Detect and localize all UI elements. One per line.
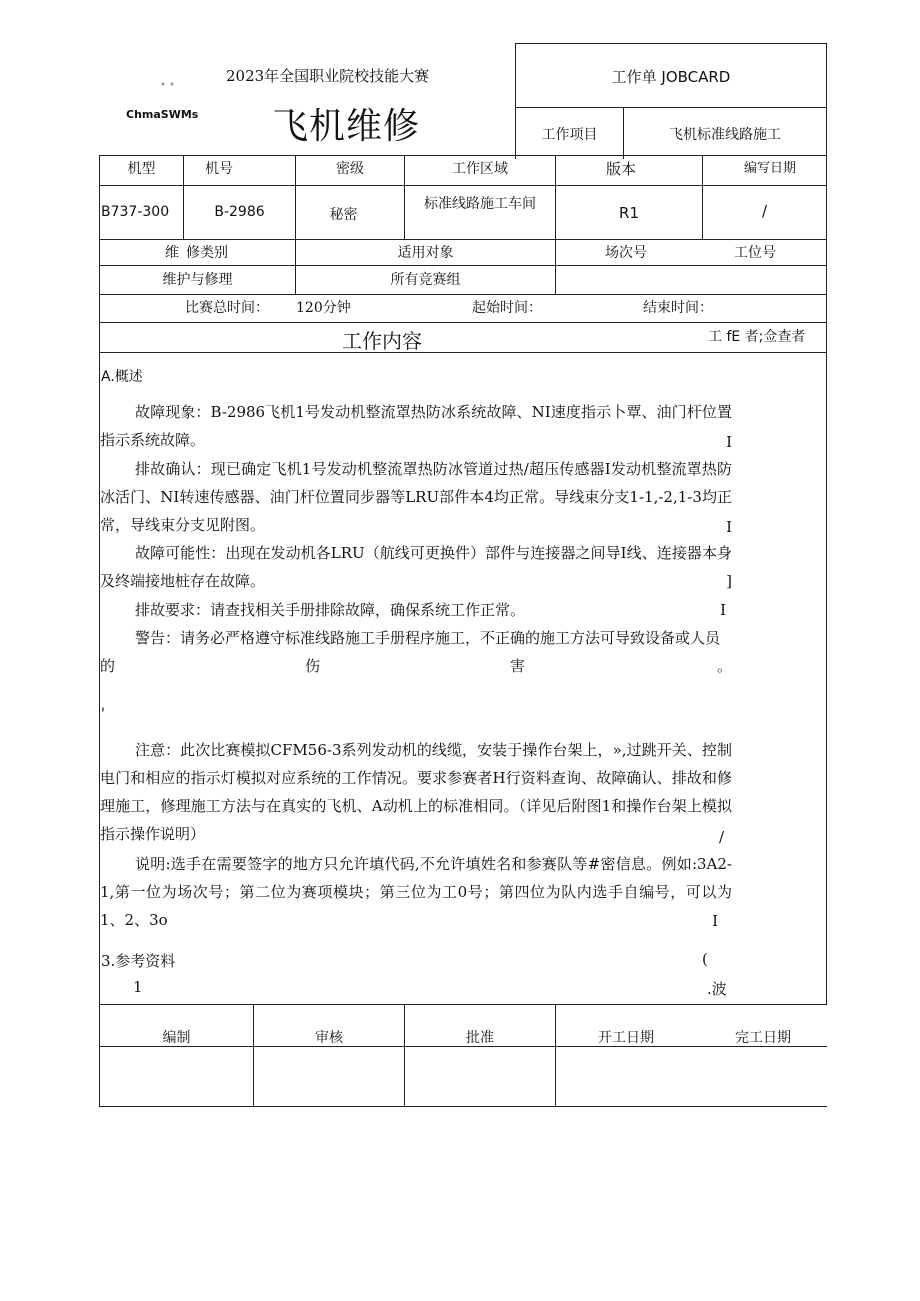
paragraph-notice: 注意：此次比赛模拟CFM56-3系列发动机的线缆，安装于操作台架上，»,过跳开关、控制电门和相应的指示灯模拟对应系统的工作情况。要求参赛者H行资料查询、故障确认、排故和修理施工，修理施工方法与在真实的飞机、A动机上的标准相同。（详见后附图1和操作台架上模拟指示操作说明） / [100,741,732,846]
header-secrecy: 密级 [336,161,364,177]
paragraph-troubleshoot-confirm: 排故确认：现已确定飞机1号发动机整流罩热防冰管道过热/超压传感器I发动机整流罩热防冰活门、NI转速传感器、油门杆位置同步器等LRU部件本4均正常。导线束分支1-1,-2,1-3均正常，导线束分支见附图。 I [100,460,732,536]
footer-compiled: 编制 [162,1030,191,1046]
header-work-area: 工作区域 [452,161,508,177]
logo-text: ChmaSWMs [126,108,199,121]
section-b-mark: ( [702,950,708,968]
header-aircraft-no: 机号 [205,161,233,177]
worker-checker: 工 fE 者;佥查者 [708,329,806,345]
value-maint-type: 维护与修理 [162,272,233,288]
event-title: 飞机维修 [272,106,421,147]
jobcard-label: 工作单 JOBCARD [611,68,731,86]
value-version: R1 [619,204,639,222]
stray-mark: ' [101,706,105,722]
label-maint-type-b: 修类别 [186,245,228,261]
paragraph-explanation: 说明:选手在需要签字的地方只允许填代码,不允许填姓名和参赛队等#密信息。例如:3A2-1,第一位为场次号；第二位为赛项模块；第三位为工0号；第四位为队内选手自编号，可以为1、2、3o I [100,855,732,930]
value-secrecy: 秘密 [329,207,358,223]
value-write-date: / [761,202,768,220]
label-station-no: 工位号 [734,245,776,261]
reference-item-end: .波 [707,980,727,998]
value-applicable: 所有竞赛组 [390,272,461,288]
header-write-date: 编写日期 [743,161,796,176]
footer-reviewed: 审核 [315,1030,343,1046]
section-b-heading: 3.参考资料 [101,952,176,970]
footer-end-date: 完工日期 [735,1030,791,1046]
label-start-time: 起始时间： [472,300,542,316]
competition-title: 2023年全国职业院校技能大赛 [226,67,430,85]
work-item-value: 飞机标准线路施工 [669,127,781,143]
content-title: 工作内容 [342,329,422,353]
footer-approved: 批准 [466,1030,494,1046]
footer-start-date: 开工日期 [598,1030,654,1046]
value-aircraft-no: B-2986 [214,204,265,220]
paragraph-warning: 警告：请务必严格遵守标准线路施工手册程序施工，不正确的施工方法可导致设备或人员 的 伤 害 。 [100,629,732,675]
label-applicable: 适用对象 [397,245,454,261]
label-maint-type-a: 维 [165,245,179,261]
header-aircraft-type: 机型 [127,161,156,177]
paragraph-fault-symptom: 故障现象：B-2986飞机1号发动机整流罩热防冰系统故障、NI速度指示卜覃、油门杆位置指示系统故障。 I [100,403,732,451]
section-a-heading: A.概述 [101,369,143,385]
label-total-time: 比赛总时间： [185,300,269,316]
value-work-area: 标准线路施工车间 [424,196,536,212]
logo-dots: • • [160,80,175,91]
label-session-no: 场次号 [605,245,647,261]
value-total-time: 120分钟 [296,300,351,316]
work-item-label: 工作项目 [541,127,598,143]
paragraph-troubleshoot-requirement: 排故要求：请查找相关手册排除故障，确保系统工作正常。 I [135,601,726,619]
paragraph-fault-possibility: 故障可能性：出现在发动机各LRU（航线可更换件）部件与连接器之间导I线、连接器本身及终端接地桩存在故障。 ] [100,544,732,590]
label-end-time: 结束时间： [643,300,713,316]
header-version: 版本 [605,160,636,178]
value-aircraft-type: B737-300 [101,204,170,220]
reference-item-number: 1 [133,978,143,996]
